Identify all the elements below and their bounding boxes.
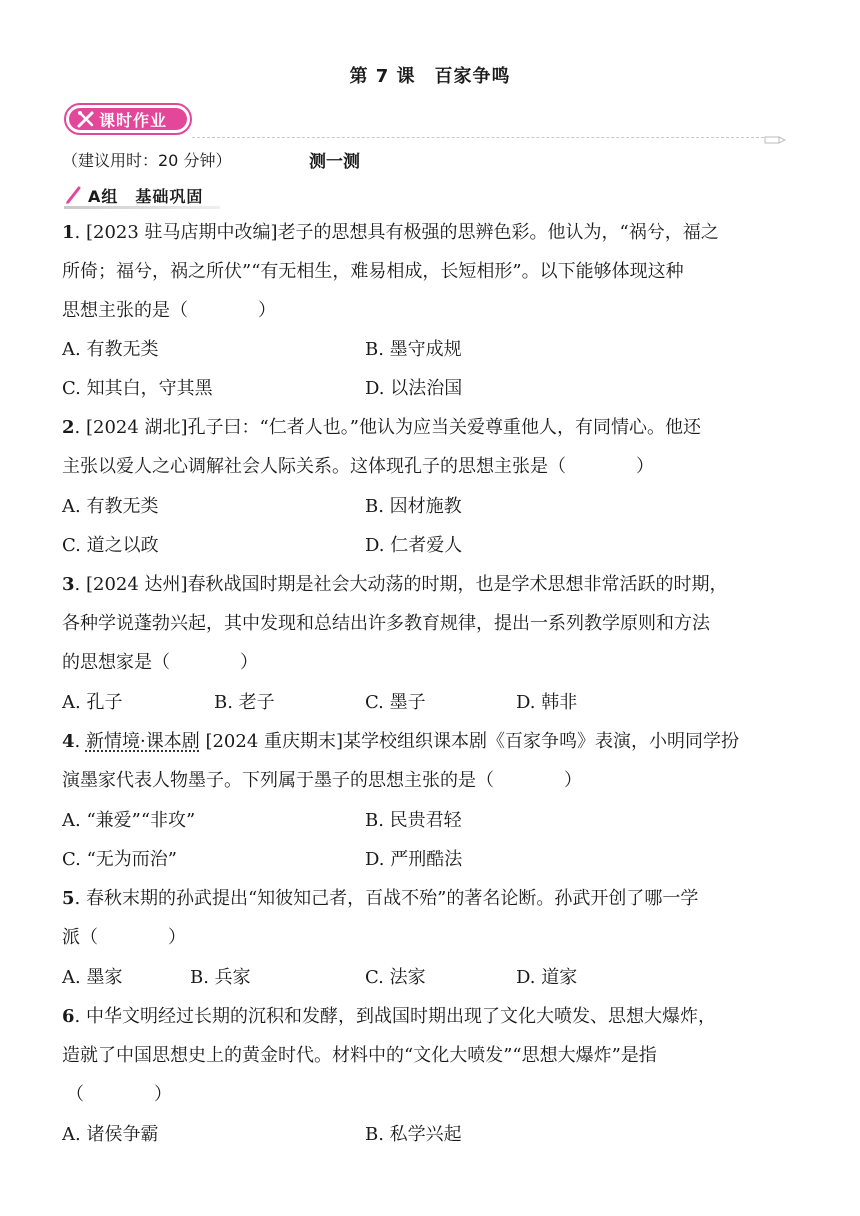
pencil-end-icon bbox=[764, 131, 786, 150]
question-4-option-d: D. 严刑酷法 bbox=[365, 849, 463, 870]
test-label: 测一测 bbox=[309, 152, 360, 172]
question-4-option-c: C. “无为而治” bbox=[62, 849, 177, 870]
question-2-option-d: D. 仁者爱人 bbox=[365, 535, 463, 556]
question-5-line-2: 派（ ） bbox=[62, 927, 186, 948]
question-3-line-1: 3. [2024 达州]春秋战国时期是社会大动荡的时期，也是学术思想非常活跃的时期， bbox=[62, 574, 728, 595]
question-1-option-d: D. 以法治国 bbox=[365, 378, 463, 399]
question-3-option-d: D. 韩非 bbox=[516, 692, 578, 713]
question-2-option-b: B. 因材施教 bbox=[365, 496, 462, 517]
question-4-line-2: 演墨家代表人物墨子。下列属于墨子的思想主张的是（ ） bbox=[62, 770, 582, 791]
time-hint: （建议用时：20 分钟） bbox=[62, 151, 232, 170]
question-1-line-2: 所倚；福兮，祸之所伏”“有无相生，难易相成，长短相形”。以下能够体现这种 bbox=[62, 261, 684, 282]
page-title: 第 7 课 百家争鸣 bbox=[349, 66, 511, 87]
group-label: A组 基础巩固 bbox=[88, 186, 204, 206]
question-5-option-c: C. 法家 bbox=[365, 967, 426, 988]
homework-badge bbox=[64, 103, 192, 135]
question-5-option-d: D. 道家 bbox=[516, 967, 578, 988]
section-divider bbox=[192, 137, 764, 138]
question-1-line-3: 思想主张的是（ ） bbox=[62, 300, 276, 321]
question-6-line-3: （ ） bbox=[66, 1084, 172, 1105]
question-2-line-2: 主张以爱人之心调解社会人际关系。这体现孔子的思想主张是（ ） bbox=[62, 456, 654, 477]
question-1-option-a: A. 有教无类 bbox=[62, 339, 159, 360]
question-1-line-1: 1. [2023 驻马店期中改编]老子的思想具有极强的思辨色彩。他认为，“祸兮，福之 bbox=[62, 222, 719, 243]
question-6-option-b: B. 私学兴起 bbox=[365, 1124, 462, 1145]
question-6-line-2: 造就了中国思想史上的黄金时代。材料中的“文化大喷发”“思想大爆炸”是指 bbox=[62, 1045, 657, 1066]
brush-icon bbox=[64, 185, 84, 205]
question-6-line-1: 6. 中华文明经过长期的沉积和发酵，到战国时期出现了文化大喷发、思想大爆炸， bbox=[62, 1006, 716, 1027]
scenario-tag: 新情境·课本剧 bbox=[85, 731, 200, 752]
question-6-option-a: A. 诸侯争霸 bbox=[62, 1124, 159, 1145]
question-1-option-c: C. 知其白，守其黑 bbox=[62, 378, 213, 399]
question-1-option-b: B. 墨守成规 bbox=[365, 339, 462, 360]
group-underline bbox=[64, 206, 220, 209]
question-3-option-c: C. 墨子 bbox=[365, 692, 426, 713]
question-5-line-1: 5. 春秋末期的孙武提出“知彼知己者，百战不殆”的著名论断。孙武开创了哪一学 bbox=[62, 888, 699, 909]
question-5-option-a: A. 墨家 bbox=[62, 967, 123, 988]
question-2-option-a: A. 有教无类 bbox=[62, 496, 159, 517]
question-4-line-1: 4. 新情境·课本剧 [2024 重庆期末]某学校组织课本剧《百家争鸣》表演，小明同学扮 bbox=[62, 731, 740, 752]
question-2-line-1: 2. [2024 湖北]孔子曰：“仁者人也。”他认为应当关爱尊重他人，有同情心。他还 bbox=[62, 417, 701, 438]
badge-label: 课时作业 bbox=[99, 110, 168, 130]
question-3-line-2: 各种学说蓬勃兴起，其中发现和总结出许多教育规律，提出一系列教学原则和方法 bbox=[62, 613, 710, 634]
question-3-line-3: 的思想家是（ ） bbox=[62, 652, 258, 673]
pencil-ruler-icon bbox=[75, 108, 97, 130]
group-heading bbox=[64, 184, 203, 206]
question-5-option-b: B. 兵家 bbox=[190, 967, 251, 988]
question-2-option-c: C. 道之以政 bbox=[62, 535, 159, 556]
question-3-option-b: B. 老子 bbox=[214, 692, 275, 713]
question-3-option-a: A. 孔子 bbox=[62, 692, 123, 713]
question-4-option-a: A. “兼爱”“非攻” bbox=[62, 810, 196, 831]
question-4-option-b: B. 民贵君轻 bbox=[365, 810, 462, 831]
